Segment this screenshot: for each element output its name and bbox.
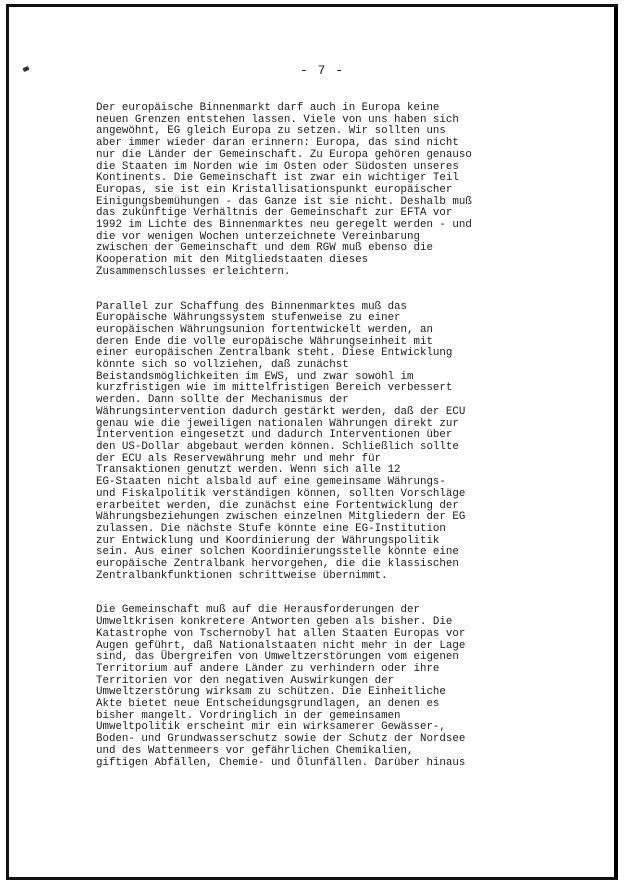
text-line: der ECU als Reservewährung mehr und mehr für bbox=[96, 452, 382, 465]
text-line: nur die Länder der Gemeinschaft. Zu Europa gehören genauso bbox=[96, 148, 472, 161]
text-line: Kontinents. Die Gemeinschaft ist zwar ein wichtiger Teil bbox=[96, 172, 459, 185]
text-line: Die Gemeinschaft muß auf die Herausforderungen der bbox=[96, 604, 420, 617]
text-line: neuen Grenzen entstehen lassen. Viele von uns haben sich bbox=[96, 113, 459, 126]
text-line: Einigungsbemühungen - das Ganze ist sie nicht. Deshalb muß bbox=[96, 195, 472, 208]
text-line: Transaktionen genutzt werden. Wenn sich alle 12 bbox=[96, 464, 401, 477]
text-line: werden. Dann sollte der Mechanismus der bbox=[96, 394, 349, 407]
text-line: und Fiskalpolitik verständigen können, sollten Vorschläge bbox=[96, 487, 466, 500]
text-line: Parallel zur Schaffung des Binnenmarktes muß das bbox=[96, 300, 408, 313]
text-line: zwischen der Gemeinschaft und dem RGW muß ebenso die bbox=[96, 242, 433, 255]
paragraph-2 bbox=[96, 302, 526, 583]
text-line: europäischen Währungsunion fortentwickelt werden, an bbox=[96, 323, 433, 336]
text-line: Territorien vor den negativen Auswirkungen der bbox=[96, 674, 395, 687]
text-line: Zentralbankfunktionen schrittweise übernimmt. bbox=[96, 569, 388, 582]
text-line: Der europäische Binnenmarkt darf auch in Europa keine bbox=[96, 102, 440, 114]
text-line: Umweltpolitik erscheint mir ein wirksamerer Gewässer-, bbox=[96, 721, 446, 734]
text-line: kurzfristigen wie im mittelfristigen Bereich verbessert bbox=[96, 382, 453, 395]
document-body bbox=[96, 103, 526, 792]
text-line: bisher mangelt. Vordringlich in der gemeinsamen bbox=[96, 709, 401, 722]
text-line: Währungsintervention dadurch gestärkt werden, daß der ECU bbox=[96, 405, 466, 418]
paragraph-1 bbox=[96, 103, 526, 279]
text-line: europäische Zentralbank hervorgehen, die die klassischen bbox=[96, 558, 459, 571]
paragraph-3 bbox=[96, 605, 526, 769]
text-line: den US-Dollar abgebaut werden können. Schließlich sollte bbox=[96, 440, 459, 453]
text-line: sein. Aus einer solchen Koordinierungsstelle könnte eine bbox=[96, 546, 459, 559]
text-line: einer europäischen Zentralbank steht. Diese Entwicklung bbox=[96, 347, 453, 360]
text-line: giftigen Abfällen, Chemie- und Ölunfällen. Darüber hinaus bbox=[96, 756, 466, 769]
text-line: deren Ende die volle europäische Währungseinheit mit bbox=[96, 335, 433, 348]
text-line: Zusammenschlusses erleichtern. bbox=[96, 265, 291, 278]
text-line: Akte bietet neue Entscheidungsgrundlagen, an denen es bbox=[96, 698, 440, 711]
text-line: aber immer wieder daran erinnern: Europa, das sind nicht bbox=[96, 137, 459, 150]
text-line: die Staaten im Norden wie im Osten oder Südosten unseres bbox=[96, 160, 459, 173]
text-line: das zukünftige Verhältnis der Gemeinschaft zur EFTA vor bbox=[96, 207, 453, 220]
text-line: zulassen. Die nächste Stufe könnte eine EG-Institution bbox=[96, 522, 446, 535]
text-line: Umweltzerstörung wirksam zu schützen. Die Einheitliche bbox=[96, 686, 446, 699]
text-line: Augen geführt, daß Nationalstaaten nicht mehr in der Lage bbox=[96, 639, 466, 652]
text-line: genau wie die jeweiligen nationalen Währungen direkt zur bbox=[96, 417, 459, 430]
text-line: Beistandsmöglichkeiten im EWS, und zwar sowohl im bbox=[96, 370, 414, 383]
text-line: Europas, sie ist ein Kristallisationspunkt europäischer bbox=[96, 183, 453, 196]
text-line: Währungsbeziehungen zwischen einzelnen Mitgliedern der EG bbox=[96, 511, 466, 524]
text-line: Umweltkrisen konkretere Antworten geben als bisher. Die bbox=[96, 616, 453, 629]
text-line: und des Wattenmeers vor gefährlichen Chemikalien, bbox=[96, 744, 414, 757]
text-line: angewöhnt, EG gleich Europa zu setzen. Wir sollten uns bbox=[96, 125, 446, 138]
text-line: EG-Staaten nicht alsbald auf eine gemeinsame Währungs- bbox=[96, 476, 446, 489]
text-line: Territorium auf andere Länder zu verhindern oder ihre bbox=[96, 662, 440, 675]
text-line: könnte sich so vollziehen, daß zunächst bbox=[96, 359, 349, 372]
text-line: Katastrophe von Tschernobyl hat allen Staaten Europas vor bbox=[96, 627, 466, 640]
text-line: erarbeitet werden, die zunächst eine Fortentwicklung der bbox=[96, 499, 459, 512]
text-line: Europäische Währungssystem stufenweise zu einer bbox=[96, 312, 401, 325]
page-number: - 7 - bbox=[299, 63, 344, 78]
text-line: Kooperation mit den Mitgliedstaaten dieses bbox=[96, 254, 369, 267]
text-line: sind, das Übergreifen von Umweltzerstörungen vom eigenen bbox=[96, 651, 459, 664]
text-line: zur Entwicklung und Koordinierung der Währungspolitik bbox=[96, 534, 440, 547]
text-line: Boden- und Grundwasserschutz sowie der Schutz der Nordsee bbox=[96, 733, 466, 746]
text-line: Intervention eingesetzt und dadurch Interventionen über bbox=[96, 429, 453, 442]
text-line: 1992 im Lichte des Binnenmarktes neu geregelt werden - und bbox=[96, 219, 472, 232]
text-line: die vor wenigen Wochen unterzeichnete Vereinbarung bbox=[96, 230, 420, 243]
